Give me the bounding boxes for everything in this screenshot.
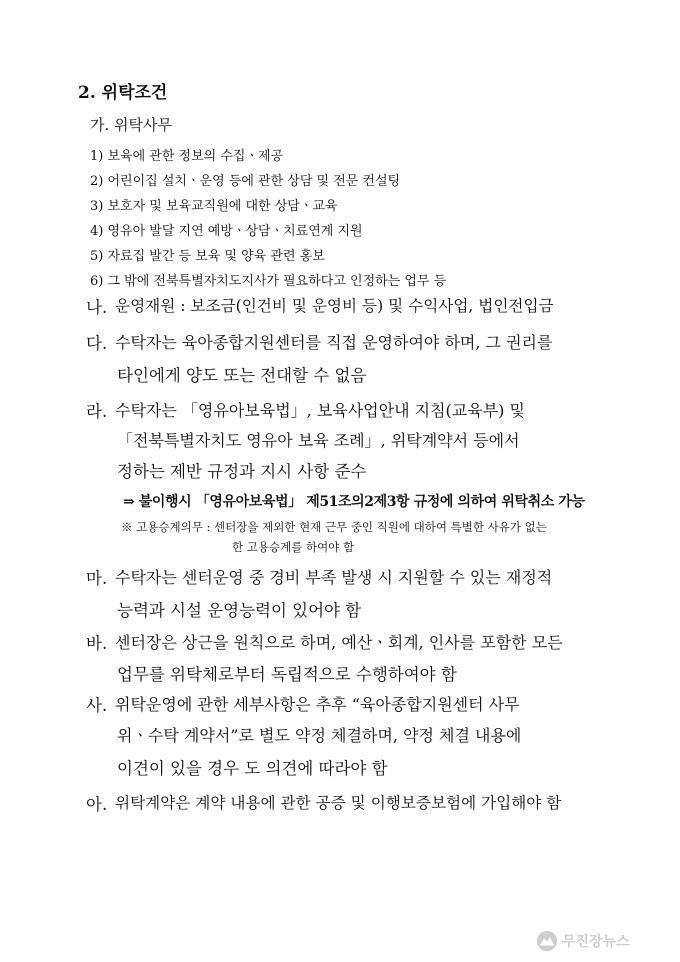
subsection-ba-line: 업무를 위탁체로부터 독립적으로 수행하여야 함 [117, 665, 457, 684]
subsection-a-label: 아. [86, 795, 108, 814]
subsection-ma-label: 마. [86, 569, 108, 588]
notice-text: ⇒ 불이행시 「영유아보육법」 제51조의2제3항 규정에 의하여 위탁취소 가능 [123, 494, 585, 510]
subsection-ba-line: 센터장은 상근을 원칙으로 하며, 예산ㆍ회계, 인사를 포함한 모든 [115, 633, 563, 652]
list-item: 1) 보육에 관한 정보의 수집ㆍ제공 [90, 149, 284, 164]
subsection-ra-label: 라. [86, 402, 108, 421]
list-item: 4) 영유아 발달 지연 예방ㆍ상담ㆍ치료연계 지원 [90, 224, 363, 239]
subsection-na-label: 나. [86, 298, 108, 317]
subsection-da-line: 수탁자는 육아종합지원센터를 직접 운영하여야 하며, 그 권리를 [115, 333, 553, 352]
subsection-ra-line: 정하는 제반 규정과 지시 사항 준수 [117, 462, 367, 481]
subsection-sa-label: 사. [86, 696, 108, 715]
subsection-ra-line: 수탁자는 「영유아보육법」, 보육사업안내 지침(교육부) 및 [115, 401, 525, 420]
list-item: 2) 어린이집 설치ㆍ운영 등에 관한 상담 및 전문 컨설팅 [90, 174, 401, 189]
subsection-ma-line: 능력과 시설 운영능력이 있어야 함 [117, 601, 362, 620]
subsection-a-text: 위탁계약은 계약 내용에 관한 공증 및 이행보증보험에 가입해야 함 [115, 794, 562, 812]
subsection-na-text: 운영재원 : 보조금(인건비 및 운영비 등) 및 수익사업, 법인전입금 [115, 297, 554, 315]
subsection-ma-line: 수탁자는 센터운영 중 경비 부족 발생 시 지원할 수 있는 재정적 [115, 568, 553, 587]
note-text: ※ 고용승계의무 : 센터장을 제외한 현재 근무 중인 직원에 대하여 특별한 사유가 없는 [121, 520, 547, 534]
subsection-ra-line: 「전북특별자치도 영유아 보육 조례」, 위탁계약서 등에서 [117, 431, 520, 450]
section-title: 2. 위탁조건 [78, 83, 168, 103]
subsection-da-line: 타인에게 양도 또는 전대할 수 없음 [117, 366, 367, 385]
list-item: 3) 보호자 및 보육교직원에 대한 상담ㆍ교육 [90, 199, 338, 214]
list-item: 6) 그 밖에 전북특별자치도지사가 필요하다고 인정하는 업무 등 [90, 274, 447, 289]
subsection-da-label: 다. [86, 334, 108, 353]
subsection-ba-label: 바. [86, 634, 108, 653]
subsection-sa-line: 이견이 있을 경우 도 의견에 따라야 함 [117, 759, 388, 778]
watermark-logo-icon [536, 930, 558, 952]
subsection-ga-title: 가. 위탁사무 [90, 116, 172, 134]
subsection-sa-line: 위ㆍ수탁 계약서”로 별도 약정 체결하며, 약정 체결 내용에 [117, 726, 522, 745]
note-text: 한 고용승계를 하여야 함 [232, 540, 355, 554]
subsection-sa-line: 위탁운영에 관한 세부사항은 추후 “육아종합지원센터 사무 [115, 695, 520, 714]
watermark-text: 무진장뉴스 [562, 934, 630, 950]
list-item: 5) 자료집 발간 등 보육 및 양육 관련 홍보 [90, 249, 325, 264]
watermark [536, 926, 676, 956]
